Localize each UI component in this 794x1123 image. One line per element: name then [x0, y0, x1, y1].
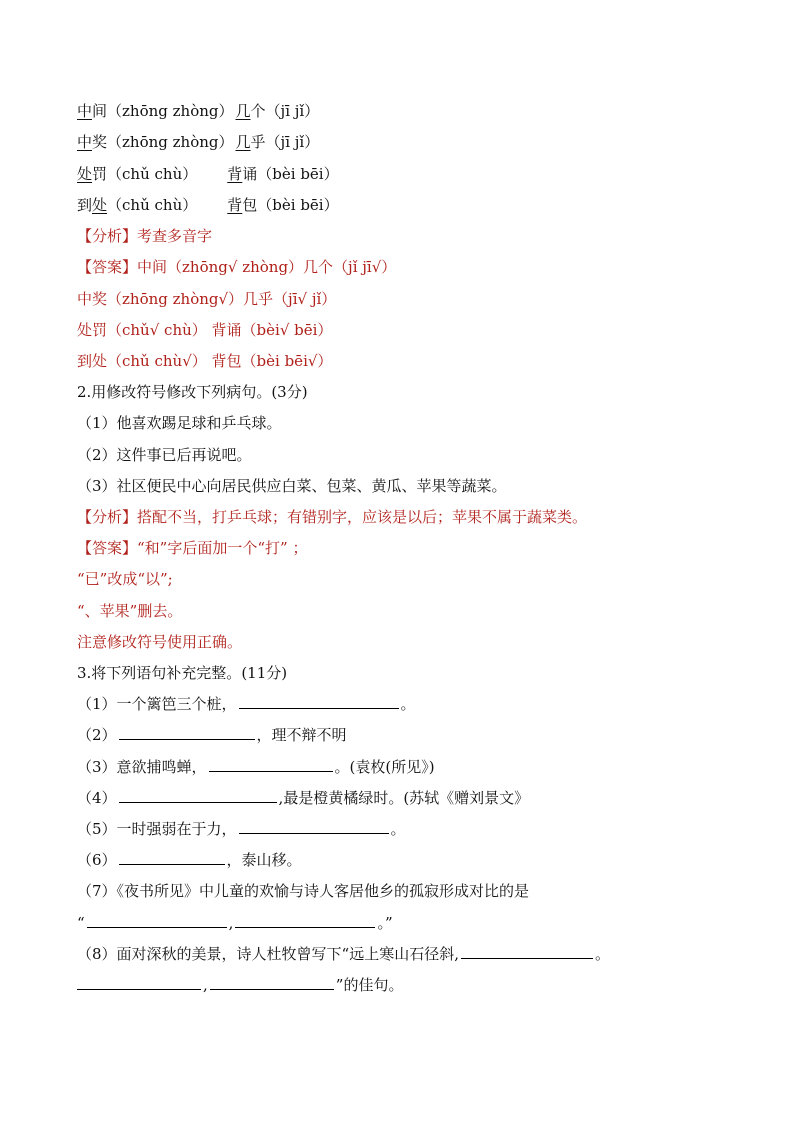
underlined-char: 背 — [227, 165, 243, 183]
q1-analysis — [77, 224, 212, 248]
underlined-char: 中 — [77, 102, 93, 120]
q2-answer-line-1 — [77, 536, 307, 560]
underlined-char: 几 — [235, 133, 251, 151]
item-end: 。 — [594, 945, 610, 963]
item-end: ，泰山移。 — [226, 851, 302, 869]
answer-blank[interactable] — [87, 911, 227, 928]
q2-title: 2.用修改符号修改下列病句。(3分) — [77, 383, 308, 401]
pinyin-options: （jī jǐ） — [265, 102, 320, 120]
q3-item-2 — [77, 723, 347, 747]
q3-item-7: （7）《夜书所见》中儿童的欢愉与诗人客居他乡的孤寂形成对比的是 — [77, 882, 530, 900]
answer-blank[interactable] — [239, 817, 389, 834]
answer-blank[interactable] — [77, 973, 201, 990]
pinyin-options: （bèi bēi） — [257, 196, 339, 214]
answer-blank[interactable] — [235, 911, 375, 928]
answer-tag: 【答案】 — [77, 539, 138, 557]
q2-note: 注意修改符号使用正确。 — [77, 633, 243, 651]
answer-tag: 【答案】 — [77, 258, 138, 276]
pinyin-options: （chǔ chù） — [107, 196, 198, 214]
item-end: 。(袁枚(所见》) — [334, 758, 435, 776]
analysis-text: 搭配不当，打乒乓球；有错别字，应该是以后；苹果不属于蔬菜类。 — [137, 508, 588, 526]
pinyin-options: （zhōng zhòng） — [107, 102, 234, 120]
q2-answer-line-3: “、苹果”删去。 — [77, 602, 183, 620]
word-prefix: 到 — [77, 196, 93, 214]
item-end: ”的佳句。 — [335, 976, 404, 994]
item-end: ，理不辩不明 — [256, 726, 347, 744]
answer-text: 中间（zhōng√ zhòng）几个（jǐ jī√） — [137, 258, 397, 276]
item-label: （1）一个篱笆三个桩， — [77, 695, 237, 713]
answer-text: “和”字后面加一个“打” ； — [137, 539, 308, 557]
q3-item-3 — [77, 755, 435, 779]
item-label: （2） — [77, 726, 117, 744]
pinyin-options: （bèi bēi） — [257, 165, 339, 183]
answer-blank[interactable] — [210, 973, 334, 990]
q3-item-1 — [77, 692, 416, 716]
separator: , — [228, 914, 234, 932]
q1-answer-line-1 — [77, 255, 396, 279]
word-rest: 奖 — [92, 133, 108, 151]
item-end: 。 — [390, 820, 406, 838]
q3-item-5 — [77, 817, 406, 841]
analysis-tag: 【分析】 — [77, 508, 138, 526]
item-label: （6） — [77, 851, 117, 869]
underlined-char: 中 — [77, 133, 93, 151]
close-quote: 。” — [377, 914, 393, 932]
analysis-tag: 【分析】 — [77, 227, 138, 245]
word-rest: 间 — [92, 102, 108, 120]
q3-item-8-blanks — [77, 973, 403, 997]
pinyin-row-2 — [77, 130, 319, 154]
word-rest: 个 — [250, 102, 266, 120]
pinyin-row-1 — [77, 99, 319, 123]
underlined-char: 处 — [77, 165, 93, 183]
q2-item-1: （1）他喜欢踢足球和乒乓球。 — [77, 414, 282, 432]
q3-title: 3.将下列语句补充完整。(11分) — [77, 664, 288, 682]
q3-item-7-blanks — [77, 911, 393, 935]
pinyin-options: （chǔ chù） — [107, 165, 198, 183]
separator: , — [203, 976, 208, 994]
analysis-text: 考查多音字 — [137, 227, 213, 245]
answer-blank[interactable] — [209, 755, 333, 772]
pinyin-row-3 — [77, 162, 339, 186]
underlined-char: 处 — [92, 196, 108, 214]
item-label: （4） — [77, 789, 117, 807]
pinyin-options: （zhōng zhòng） — [107, 133, 234, 151]
q3-item-6 — [77, 848, 302, 872]
answer-blank[interactable] — [239, 692, 399, 709]
item-label: （8）面对深秋的美景，诗人杜牧曾写下“远上寒山石径斜, — [77, 945, 459, 963]
q3-item-4 — [77, 786, 529, 810]
q1-answer-line-2: 中奖（zhōng zhòng√）几乎（jī√ jǐ） — [77, 290, 337, 308]
q3-item-8 — [77, 942, 610, 966]
word-rest: 罚 — [92, 165, 108, 183]
word-rest: 包 — [242, 196, 258, 214]
underlined-char: 几 — [235, 102, 251, 120]
answer-blank[interactable] — [119, 786, 277, 803]
item-label: （5）一时强弱在于力， — [77, 820, 237, 838]
item-label: （3）意欲捕鸣蝉， — [77, 758, 207, 776]
answer-blank[interactable] — [119, 723, 255, 740]
q1-answer-line-3: 处罚（chǔ√ chù） 背诵（bèi√ bēi） — [77, 321, 333, 339]
pinyin-row-4 — [77, 193, 339, 217]
word-rest: 诵 — [242, 165, 258, 183]
answer-blank[interactable] — [119, 848, 225, 865]
word-rest: 乎 — [250, 133, 266, 151]
answer-blank[interactable] — [461, 942, 593, 959]
pinyin-options: （jī jǐ） — [265, 133, 320, 151]
q2-analysis — [77, 505, 587, 529]
q1-answer-line-4: 到处（chǔ chù√） 背包（bèi bēi√） — [77, 352, 333, 370]
item-end: 。 — [400, 695, 416, 713]
item-end: ,最是橙黄橘绿时。(苏轼《赠刘景文》 — [278, 789, 530, 807]
q2-answer-line-2: “已”改成“以”; — [77, 570, 173, 588]
q2-item-3: （3）社区便民中心向居民供应白菜、包菜、黄瓜、苹果等蔬菜。 — [77, 477, 507, 495]
underlined-char: 背 — [227, 196, 243, 214]
q2-item-2: （2）这件事已后再说吧。 — [77, 446, 252, 464]
open-quote: “ — [77, 914, 85, 932]
